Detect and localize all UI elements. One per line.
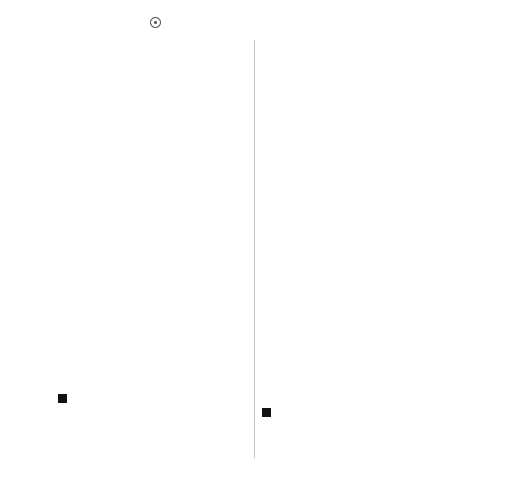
left-heading-date — [58, 446, 270, 461]
right-heading-signature — [262, 475, 474, 490]
right-heading-date — [262, 461, 474, 476]
source-note-line — [262, 365, 474, 380]
left-date-line — [58, 270, 270, 285]
right-heading-body-line — [262, 446, 474, 461]
left-heading-signature — [58, 461, 270, 476]
right-signature-line — [262, 314, 474, 329]
left-column — [58, 38, 270, 475]
source-note-line — [58, 365, 270, 380]
book-icon — [150, 17, 161, 28]
right-seal-line — [262, 299, 474, 314]
right-heading-body-line — [262, 417, 474, 432]
left-heading-body-line — [58, 403, 270, 418]
left-seal-line — [58, 299, 270, 314]
right-body-text — [262, 38, 474, 270]
left-body-text — [58, 38, 270, 270]
left-signature-line — [58, 285, 270, 300]
right-heading-body-line — [262, 432, 474, 447]
source-note-line — [262, 351, 474, 366]
running-header — [150, 14, 167, 30]
right-source-note — [262, 336, 474, 394]
right-section-heading — [262, 408, 474, 417]
source-note-line — [58, 351, 270, 366]
source-note-line — [58, 336, 270, 351]
source-note-line — [262, 380, 474, 395]
left-heading-body-line — [58, 432, 270, 447]
page-number — [109, 474, 125, 486]
right-signature-line — [262, 285, 474, 300]
source-note-line — [262, 336, 474, 351]
left-source-note — [58, 322, 270, 380]
right-date-line — [262, 270, 474, 285]
square-bullet-icon — [58, 394, 67, 403]
left-section-heading — [58, 394, 270, 403]
square-bullet-icon — [262, 408, 271, 417]
right-column — [262, 38, 474, 490]
left-heading-body-line — [58, 417, 270, 432]
source-note-line — [58, 322, 270, 337]
